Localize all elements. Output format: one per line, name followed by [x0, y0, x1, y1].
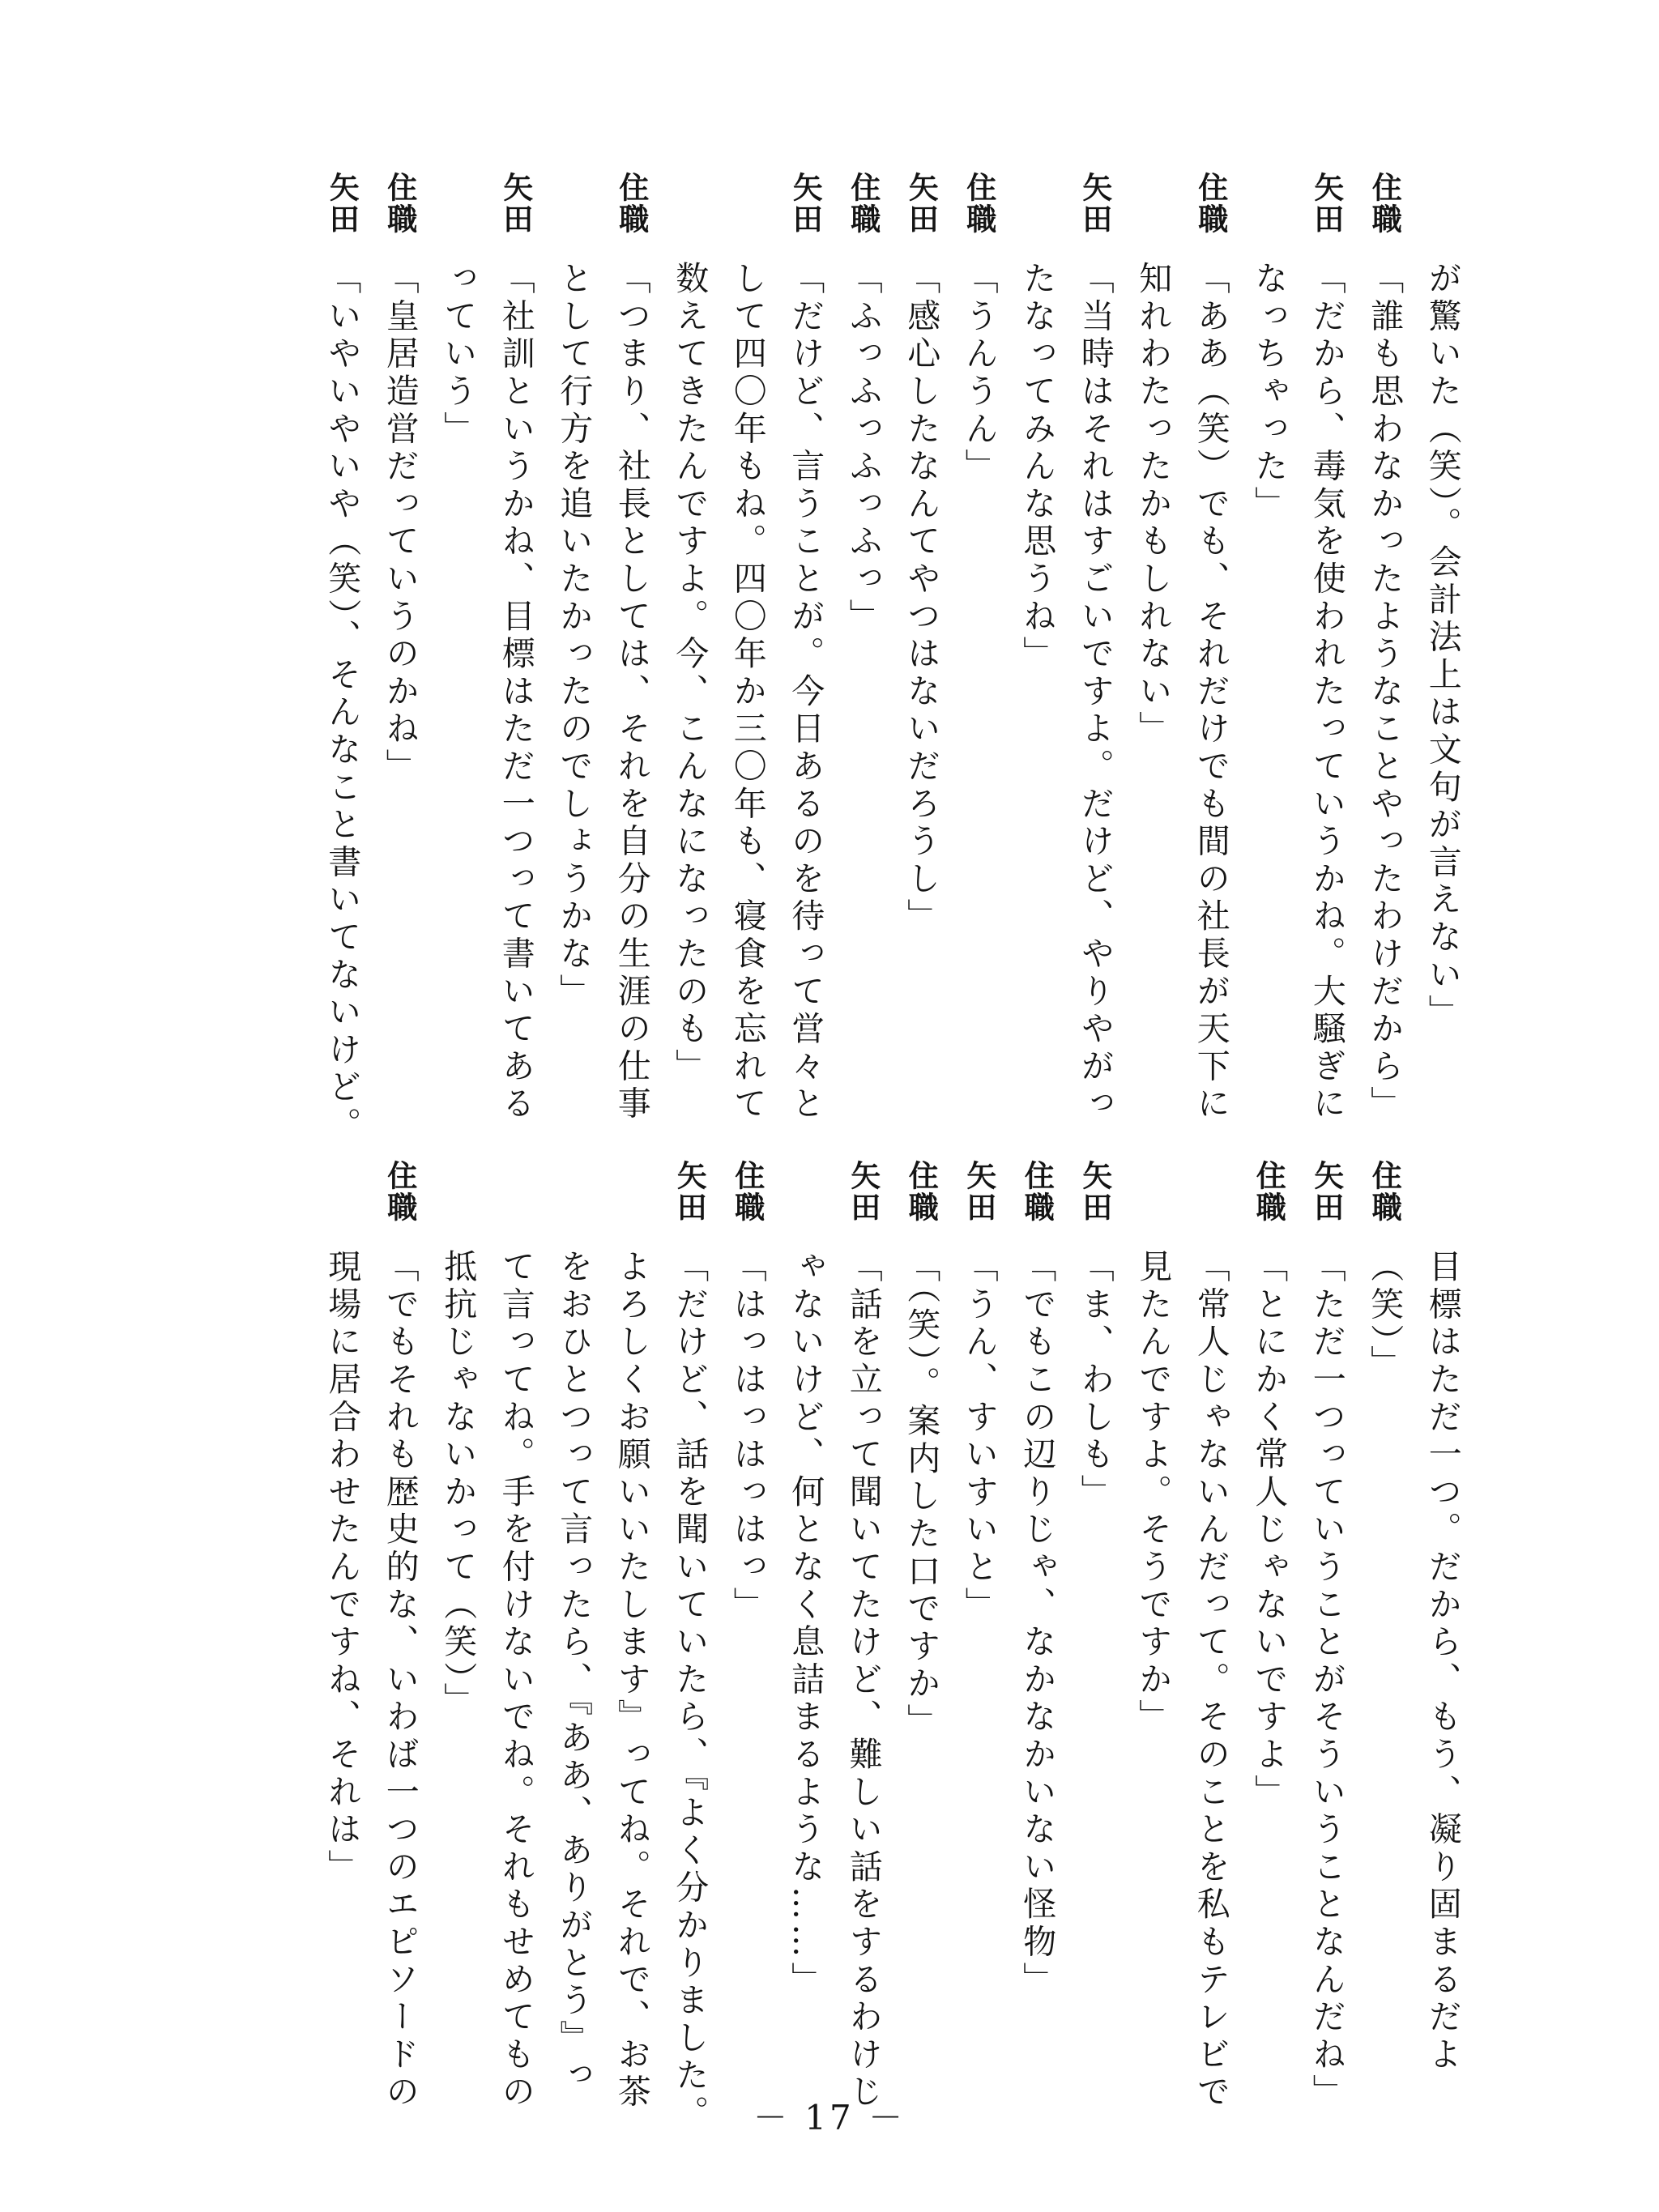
text-column — [313, 1160, 371, 1886]
speaker-label: 矢田 — [497, 172, 533, 235]
dialogue-line: て言ってね。手を付けないでね。それもせめてもの — [496, 1249, 535, 2112]
dialogue-line: 現場に居合わせたんですね、それは」 — [322, 1249, 362, 1887]
dialogue-line: 「ま、わしも」 — [1075, 1249, 1115, 1512]
text-column — [719, 1160, 777, 1624]
text-column — [1355, 172, 1414, 1123]
speaker-label: 住職 — [382, 172, 417, 235]
dialogue-line: 「（笑）。案内した口ですか」 — [902, 1249, 941, 1741]
dialogue-line: 「ただ一つっていうことがそういうことなんだね」 — [1307, 1249, 1346, 2112]
text-column — [834, 1160, 893, 2112]
speaker-label: 矢田 — [903, 172, 939, 235]
dialogue-line: をおひとつって言ったら、『ああ、ありがとう』っ — [554, 1249, 594, 2095]
dialogue-line: 知れわたったかもしれない」 — [1133, 261, 1173, 748]
text-column — [1124, 1160, 1182, 1737]
text-column — [371, 172, 429, 786]
text-column — [313, 172, 371, 1144]
text-column — [1008, 172, 1066, 673]
speaker-label: 矢田 — [672, 1160, 707, 1223]
speaker-label: 矢田 — [961, 1160, 996, 1223]
speaker-label: 矢田 — [1308, 1160, 1344, 1223]
dialogue-line: 「とにかく常人じゃないですよ」 — [1249, 1249, 1289, 1812]
speaker-label: 住職 — [1192, 172, 1228, 235]
text-column — [1066, 172, 1124, 1123]
text-column — [1124, 172, 1182, 748]
text-column — [429, 1160, 487, 1720]
text-column — [950, 172, 1009, 486]
dialogue-line: ゃないけど、何となく息詰まるような……」 — [786, 1249, 825, 1999]
dialogue-line: 「だから、毒気を使われたっていうかね。大騒ぎに — [1307, 261, 1346, 1123]
text-column — [1414, 172, 1472, 1032]
text-column — [660, 1160, 719, 2133]
text-column — [487, 172, 545, 1123]
dialogue-line: なっちゃった」 — [1249, 261, 1289, 524]
speaker-label: 住職 — [903, 1160, 939, 1223]
speaker-label: 矢田 — [1077, 172, 1112, 235]
text-column — [544, 1160, 603, 2095]
dialogue-line: 「社訓というかね、目標はただ一つって書いてある — [496, 261, 535, 1123]
dialogue-line: よろしくお願いいたします』ってね。それで、お茶 — [612, 1249, 651, 2112]
speaker-label: 住職 — [961, 172, 996, 235]
dialogue-line: 「いやいやいや（笑）、そんなこと書いてないけど。 — [322, 261, 362, 1144]
dialogue-line: たなってみんな思うね」 — [1017, 261, 1057, 674]
text-column — [892, 1160, 950, 1741]
dialogue-line: 「当時はそれはすごいですよ。だけど、やりやがっ — [1075, 261, 1115, 1123]
dialogue-line: 「はっはっはっはっ」 — [727, 1249, 767, 1624]
text-column — [544, 172, 603, 1011]
dialogue-line: 「ふっふっふっふっ」 — [843, 261, 883, 636]
dialogue-line: 「常人じゃないんだって。そのことを私もテレビで — [1191, 1249, 1230, 2112]
speaker-label: 住職 — [1367, 172, 1402, 235]
dialogue-line: 「うん、すいすいと」 — [959, 1249, 999, 1624]
dialogue-line: 「感心したなんてやつはないだろうし」 — [902, 261, 941, 936]
dialogue-line: 「誰も思わなかったようなことやったわけだから」 — [1365, 261, 1405, 1123]
text-column — [1182, 1160, 1240, 2112]
dialogue-line: 「うんうん」 — [959, 261, 999, 486]
dialogue-line: 「だけど、言うことが。今日あるのを待って営々と — [786, 261, 825, 1123]
speaker-label: 住職 — [382, 1160, 417, 1223]
speaker-label: 住職 — [613, 172, 649, 235]
text-column — [371, 1160, 429, 2112]
speaker-label: 住職 — [1019, 1160, 1055, 1223]
text-column — [892, 172, 950, 936]
dialogue-line: 「でもこの辺りじゃ、なかなかいない怪物」 — [1017, 1249, 1057, 1999]
text-column — [834, 172, 893, 636]
dialogue-line: が驚いた（笑）。会計法上は文句が言えない」 — [1422, 261, 1462, 1032]
dialogue-block-bottom — [313, 1160, 1471, 2133]
dialogue-line: 「だけど、話を聞いていたら、『よく分かりました。 — [670, 1249, 710, 2133]
dialogue-line: 「話を立って聞いてたけど、難しい話をするわけじ — [843, 1249, 883, 2112]
dialogue-line: 見たんですよ。そうですか」 — [1133, 1249, 1173, 1737]
text-column — [603, 172, 661, 1123]
dialogue-line: 抵抗じゃないかって（笑）」 — [438, 1249, 478, 1720]
dialogue-line: 「皇居造営だっていうのかね」 — [380, 261, 420, 786]
dialogue-line: して四〇年もね。四〇年か三〇年も、寝食を忘れて — [727, 261, 767, 1123]
dialogue-line: 数えてきたんですよ。今、こんなになったのも」 — [670, 261, 710, 1086]
dialogue-line: 目標はただ一つ。だから、もう、凝り固まるだよ — [1422, 1249, 1462, 2074]
text-column — [950, 1160, 1009, 1624]
speaker-label: 矢田 — [1077, 1160, 1112, 1223]
speaker-label: 住職 — [729, 1160, 765, 1223]
text-column — [776, 1160, 834, 1999]
page-number: － 17 － — [753, 2098, 906, 2137]
speaker-label: 住職 — [1367, 1160, 1402, 1223]
text-column — [1298, 172, 1356, 1123]
text-column — [776, 172, 834, 1123]
speaker-label: 矢田 — [845, 1160, 881, 1223]
text-column — [1239, 172, 1298, 523]
dialogue-line: 「でもそれも歴史的な、いわば一つのエピソードの — [380, 1249, 420, 2112]
text-column — [1414, 1160, 1472, 2074]
text-column — [660, 172, 719, 1086]
dialogue-line: 「つまり、社長としては、それを自分の生涯の仕事 — [612, 261, 651, 1123]
text-column — [603, 1160, 661, 2112]
text-column — [1239, 1160, 1298, 1812]
dialogue-line: 「ああ（笑）でも、それだけでも間の社長が天下に — [1191, 261, 1230, 1123]
text-column — [1008, 1160, 1066, 1999]
speaker-label: 矢田 — [787, 172, 823, 235]
text-column — [429, 172, 487, 449]
text-column — [1298, 1160, 1356, 2112]
dialogue-line: として行方を追いたかったのでしょうかな」 — [554, 261, 594, 1011]
dialogue-line: っていう」 — [438, 261, 478, 449]
text-column — [719, 172, 777, 1123]
text-column — [1355, 1160, 1414, 1383]
speaker-label: 矢田 — [1308, 172, 1344, 235]
dialogue-line: （笑）」 — [1365, 1249, 1405, 1383]
speaker-label: 住職 — [845, 172, 881, 235]
speaker-label: 住職 — [1251, 1160, 1286, 1223]
speaker-label: 矢田 — [324, 172, 360, 235]
dialogue-block-top — [313, 172, 1471, 1144]
text-column — [487, 1160, 545, 2112]
text-column — [1066, 1160, 1124, 1511]
text-column — [1182, 172, 1240, 1123]
